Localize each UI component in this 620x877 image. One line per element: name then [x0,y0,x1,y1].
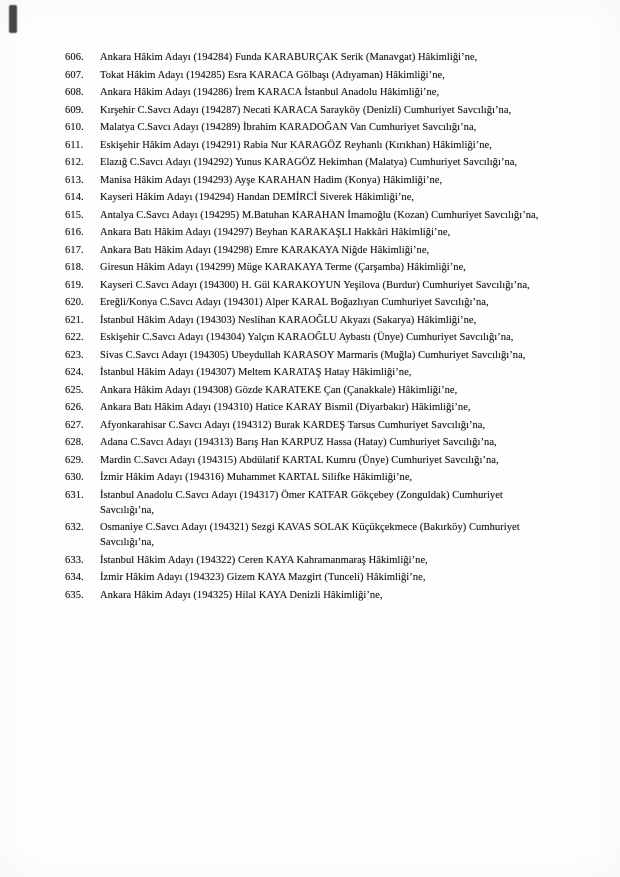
entry-number: 628. [65,437,84,448]
entry-text [100,155,565,170]
entry-text [100,400,565,415]
list-entry [65,278,565,293]
entry-text [100,453,565,468]
entry-text [100,103,565,118]
list-entry [65,520,565,550]
entry-text-line: Savcılığı’na, [100,504,155,516]
entry-text-line: İstanbul Hâkim Adayı (194322) Ceren KAYA Kahramanmaraş Hâkimliği’ne, [100,554,428,566]
entry-text-line: Giresun Hâkim Adayı (194299) Müge KARAKAYA Terme (Çarşamba) Hâkimliği’ne, [100,262,466,273]
entry-text-line: Ankara Hâkim Adayı (194308) Gözde KARATEKE Çan (Çanakkale) Hâkimliği’ne, [100,384,458,396]
entry-text-line: Sivas C.Savcı Adayı (194305) Ubeydullah KARASOY Marmaris (Muğla) Cumhuriyet Savcılığı’na, [100,349,526,361]
list-entry [65,400,565,415]
entry-number: 624. [65,367,84,378]
list-entry [65,68,565,83]
list-entry [65,330,565,345]
list-entry [65,173,565,188]
entry-text-line: Kırşehir C.Savcı Adayı (194287) Necati KARACA Sarayköy (Denizli) Cumhuriyet Savcılığı’na, [100,104,512,116]
entry-number: 613. [65,174,84,186]
list-entry [65,348,565,363]
entry-number: 620. [65,297,84,308]
entry-number: 612. [65,157,84,168]
entry-text-line: İzmir Hâkim Adayı (194323) Gizem KAYA Mazgirt (Tunceli) Hâkimliği’ne, [100,572,426,583]
entry-text-line: Ankara Batı Hâkim Adayı (194310) Hatice KARAY Bismil (Diyarbakır) Hâkimliği’ne, [100,402,471,413]
list-entry [65,365,565,380]
entry-text-line: Tokat Hâkim Adayı (194285) Esra KARACA Gölbaşı (Adıyaman) Hâkimliği’ne, [100,69,445,81]
entry-text-line: Manisa Hâkim Adayı (194293) Ayşe KARAHAN Hadim (Konya) Hâkimliği’ne, [100,174,443,186]
entry-number: 614. [65,192,84,203]
entry-text [100,348,565,363]
entry-number: 611. [65,139,84,151]
entry-text-line: Savcılığı’na, [100,537,155,548]
entry-text [100,435,565,450]
list-entry [65,190,565,205]
entry-text-line: İzmir Hâkim Adayı (194316) Muhammet KARTAL Silifke Hâkimliği’ne, [100,472,413,483]
list-entry [65,120,565,135]
entry-number: 635. [65,589,84,601]
entry-number: 622. [65,332,84,343]
entry-text-line: İstanbul Hâkim Adayı (194307) Meltem KARATAŞ Hatay Hâkimliği’ne, [100,367,412,378]
entry-text-line: Ereğli/Konya C.Savcı Adayı (194301) Alper KARAL Boğazlıyan Cumhuriyet Savcılığı’na, [100,297,489,308]
entry-text [100,313,565,328]
entry-text-line: Elazığ C.Savcı Adayı (194292) Yunus KARAGÖZ Hekimhan (Malatya) Cumhuriyet Savcılığı’na, [100,157,518,168]
entry-text-line: Ankara Hâkim Adayı (194284) Funda KARABURÇAK Serik (Manavgat) Hâkimliği’ne, [100,52,478,63]
entry-text [100,330,565,345]
list-entry [65,225,565,240]
entry-text [100,520,565,550]
list-entry [65,453,565,468]
entry-number: 627. [65,419,84,431]
entry-number: 632. [65,522,84,533]
entry-text [100,260,565,275]
entry-text [100,138,565,153]
entry-text [100,68,565,83]
list-entry [65,208,565,223]
entry-text-line: Eskişehir Hâkim Adayı (194291) Rabia Nur KARAGÖZ Reyhanlı (Kırıkhan) Hâkimliği’ne, [100,139,492,151]
list-entry [65,313,565,328]
entry-text [100,488,565,518]
entry-text-line: Ankara Batı Hâkim Adayı (194297) Beyhan KARAKAŞLI Hakkâri Hâkimliği’ne, [100,227,451,238]
entry-number: 609. [65,104,84,116]
entry-text [100,470,565,485]
entry-text-line: Kayseri C.Savcı Adayı (194300) H. Gül KARAKOYUN Yeşilova (Burdur) Cumhuriyet Savcılığı’na, [100,279,530,291]
entry-text [100,588,565,603]
entry-text [100,190,565,205]
entry-text [100,383,565,398]
appointment-list [65,50,565,605]
entry-number: 615. [65,209,84,221]
list-entry [65,383,565,398]
entry-text-line: Ankara Hâkim Adayı (194325) Hilal KAYA Denizli Hâkimliği’ne, [100,589,383,601]
entry-number: 607. [65,69,84,81]
entry-number: 608. [65,87,84,98]
entry-number: 610. [65,122,84,133]
entry-text [100,295,565,310]
entry-number: 625. [65,384,84,396]
list-entry [65,155,565,170]
entry-text [100,120,565,135]
list-entry [65,470,565,485]
entry-number: 633. [65,554,84,566]
entry-number: 631. [65,489,84,501]
list-entry [65,588,565,603]
entry-text-line: Adana C.Savcı Adayı (194313) Barış Han KARPUZ Hassa (Hatay) Cumhuriyet Savcılığı’na, [100,437,497,448]
entry-text [100,225,565,240]
entry-text-line: İstanbul Anadolu C.Savcı Adayı (194317) Ömer KATFAR Gökçebey (Zonguldak) Cumhuriyet [100,489,503,501]
entry-number: 629. [65,454,84,466]
list-entry [65,50,565,65]
list-entry [65,243,565,258]
entry-number: 617. [65,244,84,256]
entry-text [100,418,565,433]
list-entry [65,488,565,518]
entry-number: 626. [65,402,84,413]
entry-number: 623. [65,349,84,361]
entry-text-line: Ankara Hâkim Adayı (194286) İrem KARACA İstanbul Anadolu Hâkimliği’ne, [100,87,440,98]
entry-text [100,570,565,585]
list-entry [65,295,565,310]
list-entry [65,553,565,568]
entry-number: 618. [65,262,84,273]
list-entry [65,418,565,433]
entry-text [100,278,565,293]
entry-text [100,50,565,65]
scan-artifact-mark [9,5,17,33]
list-entry [65,138,565,153]
entry-text [100,243,565,258]
entry-text [100,553,565,568]
entry-number: 616. [65,227,84,238]
entry-text [100,365,565,380]
entry-text [100,208,565,223]
entry-text-line: Kayseri Hâkim Adayı (194294) Handan DEMİRCİ Siverek Hâkimliği’ne, [100,192,415,203]
entry-text [100,173,565,188]
entry-text [100,85,565,100]
entry-number: 621. [65,314,84,326]
list-entry [65,570,565,585]
entry-text-line: Osmaniye C.Savcı Adayı (194321) Sezgi KAVAS SOLAK Küçükçekmece (Bakırköy) Cumhuriyet [100,522,520,533]
entry-text-line: Ankara Batı Hâkim Adayı (194298) Emre KARAKAYA Niğde Hâkimliği’ne, [100,244,430,256]
list-entry [65,260,565,275]
entry-text-line: Eskişehir C.Savcı Adayı (194304) Yalçın KARAOĞLU Aybastı (Ünye) Cumhuriyet Savcılığı’na, [100,332,514,343]
entry-number: 619. [65,279,84,291]
entry-number: 634. [65,572,84,583]
entry-text-line: Afyonkarahisar C.Savcı Adayı (194312) Burak KARDEŞ Tarsus Cumhuriyet Savcılığı’na, [100,419,486,431]
entry-number: 606. [65,52,84,63]
list-entry [65,435,565,450]
entry-number: 630. [65,472,84,483]
entry-text-line: Malatya C.Savcı Adayı (194289) İbrahim KARADOĞAN Van Cumhuriyet Savcılığı’na, [100,122,477,133]
list-entry [65,85,565,100]
entry-text-line: Antalya C.Savcı Adayı (194295) M.Batuhan KARAHAN İmamoğlu (Kozan) Cumhuriyet Savcılığı’na, [100,209,539,221]
entry-text-line: İstanbul Hâkim Adayı (194303) Neslihan KARAOĞLU Akyazı (Sakarya) Hâkimliği’ne, [100,314,477,326]
list-entry [65,103,565,118]
entry-text-line: Mardin C.Savcı Adayı (194315) Abdülatif KARTAL Kumru (Ünye) Cumhuriyet Savcılığı’na, [100,454,499,466]
